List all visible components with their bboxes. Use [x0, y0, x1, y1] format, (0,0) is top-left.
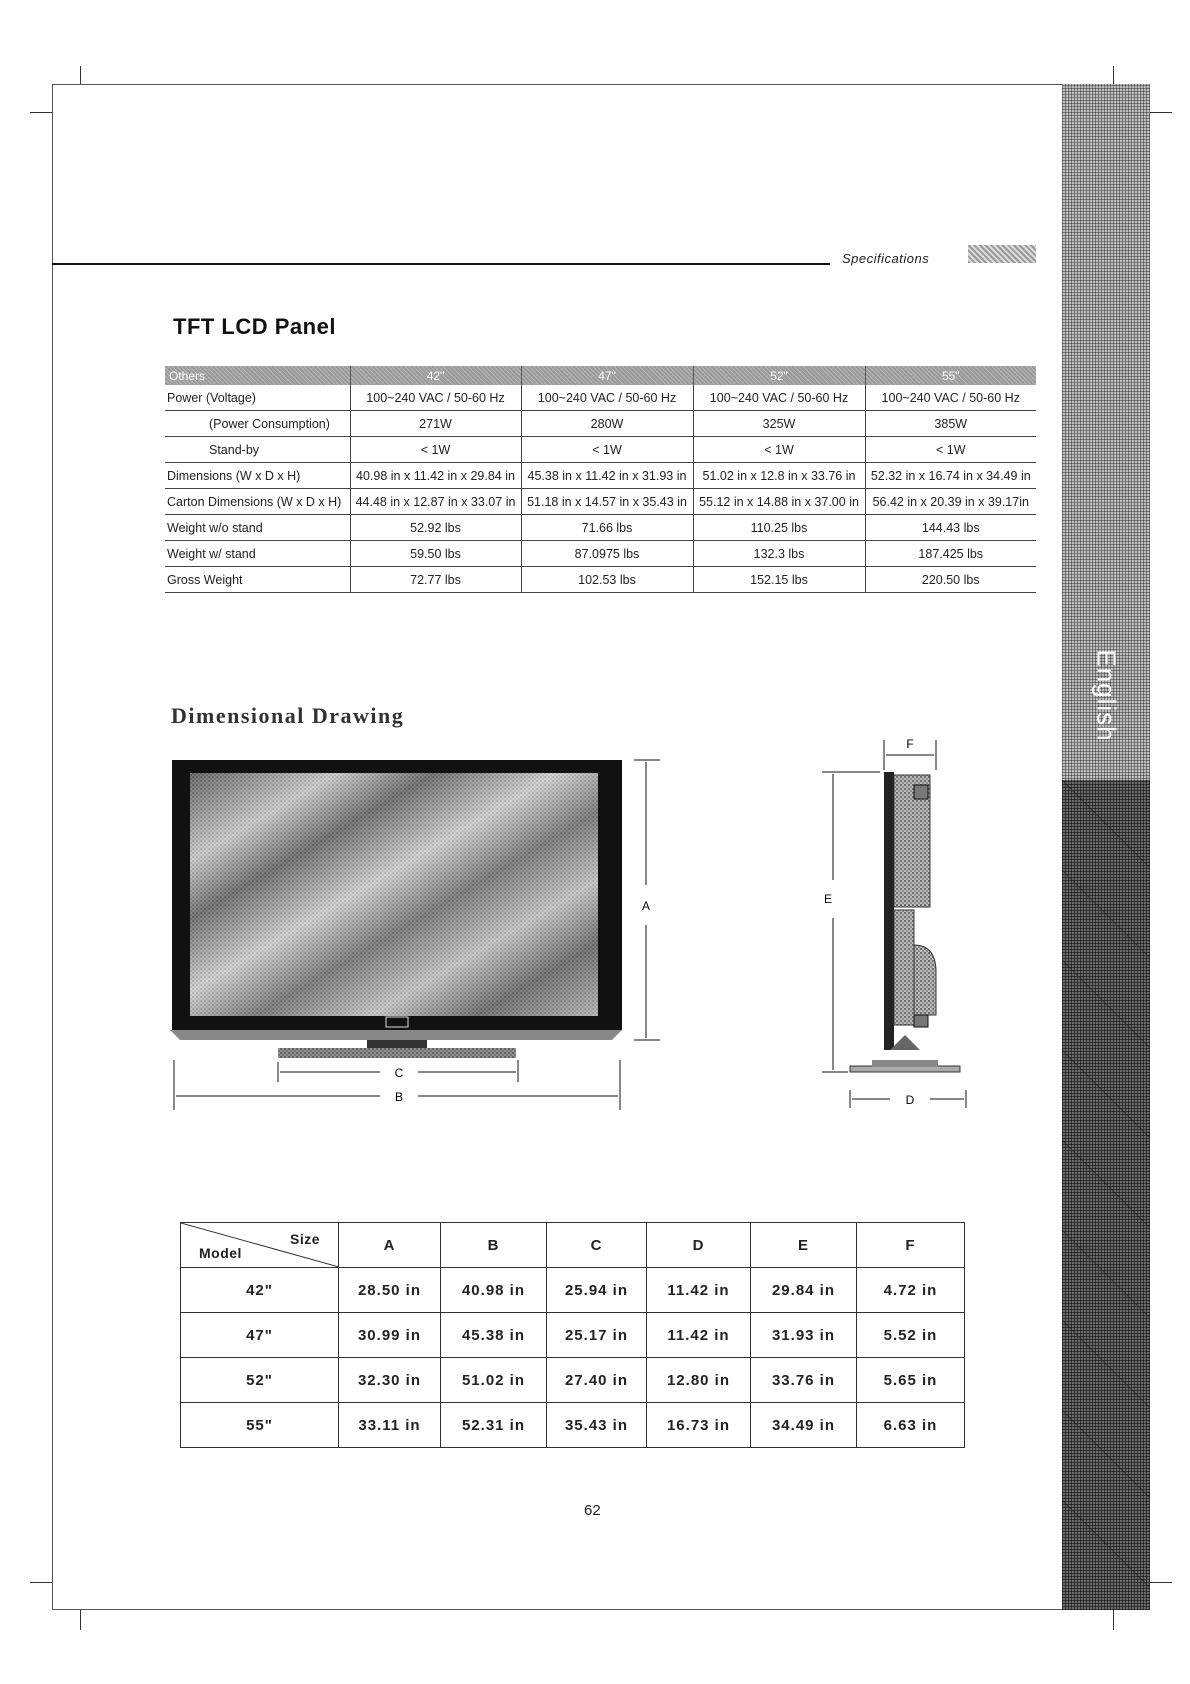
- dims-model: 55": [181, 1403, 339, 1448]
- dims-col-header: F: [857, 1223, 965, 1268]
- section-label: Specifications: [842, 251, 930, 266]
- spec-cell: 100~240 VAC / 50-60 Hz: [865, 385, 1036, 411]
- dim-label-b: B: [394, 1090, 404, 1104]
- dims-col-header: E: [751, 1223, 857, 1268]
- dims-row: [181, 1268, 965, 1313]
- spec-cell: < 1W: [350, 437, 521, 463]
- dims-cell: 25.94 in: [547, 1268, 647, 1313]
- dims-cell: 52.31 in: [441, 1403, 547, 1448]
- dims-row: [181, 1313, 965, 1358]
- crop-mark: [80, 1610, 81, 1630]
- crop-mark: [1150, 1582, 1172, 1583]
- spec-cell: 71.66 lbs: [521, 515, 693, 541]
- dim-label-c: C: [394, 1066, 404, 1080]
- spec-cell: 132.3 lbs: [693, 541, 865, 567]
- spec-row-label: Carton Dimensions (W x D x H): [165, 489, 350, 515]
- dims-cell: 5.65 in: [857, 1358, 965, 1403]
- dims-model: 52": [181, 1358, 339, 1403]
- spec-cell: 59.50 lbs: [350, 541, 521, 567]
- dims-cell: 45.38 in: [441, 1313, 547, 1358]
- spec-cell: 100~240 VAC / 50-60 Hz: [350, 385, 521, 411]
- spec-cell: 72.77 lbs: [350, 567, 521, 593]
- spec-cell: < 1W: [521, 437, 693, 463]
- spec-cell: 100~240 VAC / 50-60 Hz: [693, 385, 865, 411]
- dims-cell: 25.17 in: [547, 1313, 647, 1358]
- dims-cell: 12.80 in: [647, 1358, 751, 1403]
- spec-cell: 325W: [693, 411, 865, 437]
- spec-row-label: (Power Consumption): [165, 411, 350, 437]
- dim-label-d: D: [905, 1093, 915, 1107]
- dims-cell: 4.72 in: [857, 1268, 965, 1313]
- page-frame-bottom: [52, 1609, 1150, 1610]
- spec-row-label: Gross Weight: [165, 567, 350, 593]
- spec-cell: 280W: [521, 411, 693, 437]
- dims-cell: 29.84 in: [751, 1268, 857, 1313]
- dims-row: [181, 1358, 965, 1403]
- spec-col-header: 47": [521, 366, 693, 385]
- dims-cell: 33.11 in: [339, 1403, 441, 1448]
- spec-col-header: Others: [165, 366, 350, 385]
- dim-label-f: F: [906, 737, 914, 751]
- dims-cell: 30.99 in: [339, 1313, 441, 1358]
- tv-side-view: [850, 772, 960, 1072]
- drawing-title: Dimensional Drawing: [171, 703, 405, 728]
- spec-cell: 51.02 in x 12.8 in x 33.76 in: [693, 463, 865, 489]
- dims-corner-cell: [181, 1223, 339, 1268]
- crop-mark: [30, 1582, 52, 1583]
- spec-row-label: Weight w/o stand: [165, 515, 350, 541]
- dims-cell: 40.98 in: [441, 1268, 547, 1313]
- dims-col-header: D: [647, 1223, 751, 1268]
- crop-mark: [1113, 1610, 1114, 1630]
- dims-cell: 6.63 in: [857, 1403, 965, 1448]
- spec-cell: 44.48 in x 12.87 in x 33.07 in: [350, 489, 521, 515]
- dims-model: 47": [181, 1313, 339, 1358]
- page-number: 62: [584, 1502, 601, 1519]
- spec-cell: 87.0975 lbs: [521, 541, 693, 567]
- dims-cell: 16.73 in: [647, 1403, 751, 1448]
- tv-front-view: [170, 760, 622, 1058]
- dims-cell: 34.49 in: [751, 1403, 857, 1448]
- dims-cell: 27.40 in: [547, 1358, 647, 1403]
- spec-cell: 55.12 in x 14.88 in x 37.00 in: [693, 489, 865, 515]
- spec-cell: 144.43 lbs: [865, 515, 1036, 541]
- corner-size-label: Size: [289, 1231, 320, 1247]
- spec-cell: 52.92 lbs: [350, 515, 521, 541]
- spec-col-header: 42": [350, 366, 521, 385]
- dims-cell: 51.02 in: [441, 1358, 547, 1403]
- dims-cell: 28.50 in: [339, 1268, 441, 1313]
- dims-header-row: [181, 1223, 965, 1268]
- dims-cell: 32.30 in: [339, 1358, 441, 1403]
- spec-cell: < 1W: [693, 437, 865, 463]
- spec-cell: 110.25 lbs: [693, 515, 865, 541]
- dimensions-table: [180, 1222, 965, 1448]
- spec-cell: 51.18 in x 14.57 in x 35.43 in: [521, 489, 693, 515]
- dims-cell: 31.93 in: [751, 1313, 857, 1358]
- dim-label-e: E: [823, 892, 833, 906]
- spec-cell: 56.42 in x 20.39 in x 39.17in: [865, 489, 1036, 515]
- spec-cell: 52.32 in x 16.74 in x 34.49 in: [865, 463, 1036, 489]
- spec-cell: 187.425 lbs: [865, 541, 1036, 567]
- spec-cell: 220.50 lbs: [865, 567, 1036, 593]
- spec-row-label: Dimensions (W x D x H): [165, 463, 350, 489]
- spec-col-header: 55": [865, 366, 1036, 385]
- dims-cell: 5.52 in: [857, 1313, 965, 1358]
- spec-cell: 271W: [350, 411, 521, 437]
- side-band-label: English: [1091, 648, 1122, 742]
- spec-cell: 152.15 lbs: [693, 567, 865, 593]
- spec-row-label: Stand-by: [165, 437, 350, 463]
- spec-col-header: 52": [693, 366, 865, 385]
- corner-model-label: Model: [199, 1245, 242, 1261]
- panel-title: TFT LCD Panel: [173, 314, 336, 339]
- spec-cell: 40.98 in x 11.42 in x 29.84 in: [350, 463, 521, 489]
- spec-cell: 100~240 VAC / 50-60 Hz: [521, 385, 693, 411]
- dims-cell: 11.42 in: [647, 1313, 751, 1358]
- dims-cell: 33.76 in: [751, 1358, 857, 1403]
- dims-col-header: C: [547, 1223, 647, 1268]
- dims-model: 42": [181, 1268, 339, 1313]
- spec-cell: < 1W: [865, 437, 1036, 463]
- dims-col-header: A: [339, 1223, 441, 1268]
- spec-cell: 45.38 in x 11.42 in x 31.93 in: [521, 463, 693, 489]
- dims-row: [181, 1403, 965, 1448]
- dim-label-a: A: [641, 899, 651, 913]
- spec-row-label: Power (Voltage): [165, 385, 350, 411]
- spec-cell: 102.53 lbs: [521, 567, 693, 593]
- spec-cell: 385W: [865, 411, 1036, 437]
- dims-cell: 11.42 in: [647, 1268, 751, 1313]
- dims-col-header: B: [441, 1223, 547, 1268]
- spec-row-label: Weight w/ stand: [165, 541, 350, 567]
- dims-cell: 35.43 in: [547, 1403, 647, 1448]
